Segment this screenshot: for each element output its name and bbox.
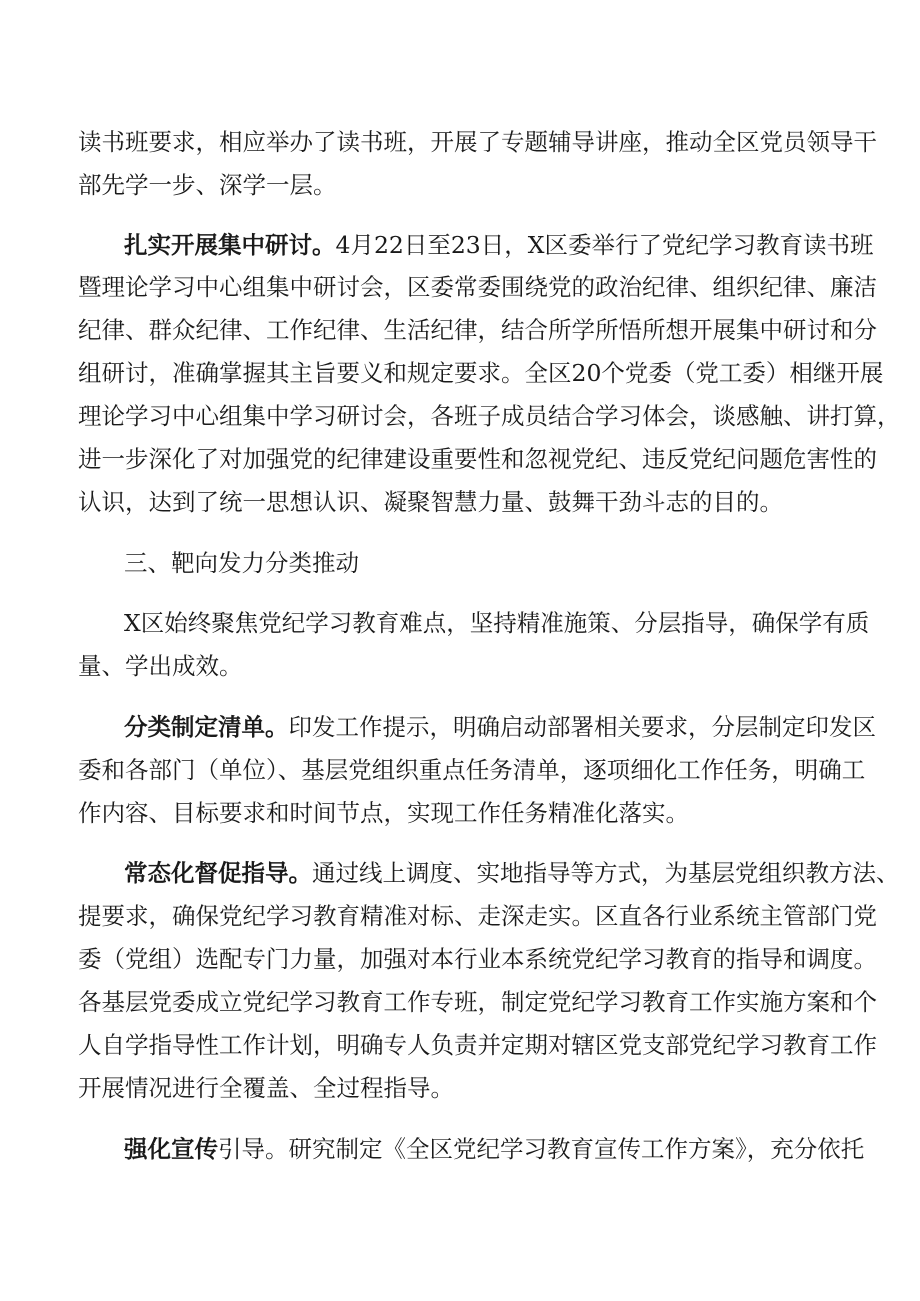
paragraph-line: 提要求，确保党纪学习教育精准对标、走深走实。区直各行业系统主管部门党 bbox=[78, 902, 877, 930]
paragraph-lead: 分类制定清单。 bbox=[124, 713, 289, 741]
paragraph-line: 组研讨，准确掌握其主旨要义和规定要求。全区20个党委（党工委）相继开展 bbox=[78, 359, 884, 387]
paragraph-lead: 强化宣传 bbox=[124, 1135, 218, 1163]
paragraph-line: 开展情况进行全覆盖、全过程指导。 bbox=[78, 1074, 454, 1102]
paragraph-line: 人自学指导性工作计划，明确专人负责并定期对辖区党支部党纪学习教育工作 bbox=[78, 1031, 877, 1059]
paragraph-line: 认识，达到了统一思想认识、凝聚智慧力量、鼓舞干劲斗志的目的。 bbox=[78, 488, 783, 516]
paragraph-line: 纪律、群众纪律、工作纪律、生活纪律，结合所学所悟所想开展集中研讨和分 bbox=[78, 316, 877, 344]
paragraph-line: 委和各部门（单位）、基层党组织重点任务清单，逐项细化工作任务，明确工 bbox=[78, 756, 866, 784]
paragraph-first-line bbox=[124, 1134, 865, 1164]
paragraph-text: 引导。研究制定《全区党纪学习教育宣传工作方案》，充分依托 bbox=[218, 1135, 865, 1163]
paragraph-line: 作内容、目标要求和时间节点，实现工作任务精准化落实。 bbox=[78, 799, 689, 827]
paragraph-lead: 扎实开展集中研讨。 bbox=[124, 231, 336, 259]
paragraph-line: 委（党组）选配专门力量，加强对本行业本系统党纪学习教育的指导和调度。 bbox=[78, 945, 877, 973]
paragraph-text: 通过线上调度、实地指导等方式，为基层党组织教方法、 bbox=[312, 859, 900, 887]
paragraph-line: 读书班要求，相应举办了读书班，开展了专题辅导讲座，推动全区党员领导干 bbox=[78, 128, 877, 156]
paragraph-first-line bbox=[124, 712, 876, 742]
paragraph-line: 暨理论学习中心组集中研讨会，区委常委围绕党的政治纪律、组织纪律、廉洁 bbox=[78, 273, 877, 301]
paragraph-line: 各基层党委成立党纪学习教育工作专班，制定党纪学习教育工作实施方案和个 bbox=[78, 988, 877, 1016]
paragraph-line: 量、学出成效。 bbox=[78, 652, 243, 680]
paragraph-text: 4月22日至23日，X区委举行了党纪学习教育读书班 bbox=[335, 231, 874, 259]
paragraph-first-line bbox=[124, 858, 900, 888]
paragraph-line: 理论学习中心组集中学习研讨会，各班子成员结合学习体会，谈感触、讲打算， bbox=[78, 402, 901, 430]
paragraph-text: 印发工作提示，明确启动部署相关要求，分层制定印发区 bbox=[288, 713, 876, 741]
paragraph-lead: 常态化督促指导。 bbox=[124, 859, 312, 887]
paragraph-line: 部先学一步、深学一层。 bbox=[78, 171, 337, 199]
paragraph-first-line bbox=[124, 230, 874, 260]
paragraph-line: 进一步深化了对加强党的纪律建设重要性和忽视党纪、违反党纪问题危害性的 bbox=[78, 445, 877, 473]
section-heading: 三、靶向发力分类推动 bbox=[124, 549, 359, 577]
paragraph-first-line: X区始终聚焦党纪学习教育难点，坚持精准施策、分层指导，确保学有质 bbox=[124, 609, 870, 637]
